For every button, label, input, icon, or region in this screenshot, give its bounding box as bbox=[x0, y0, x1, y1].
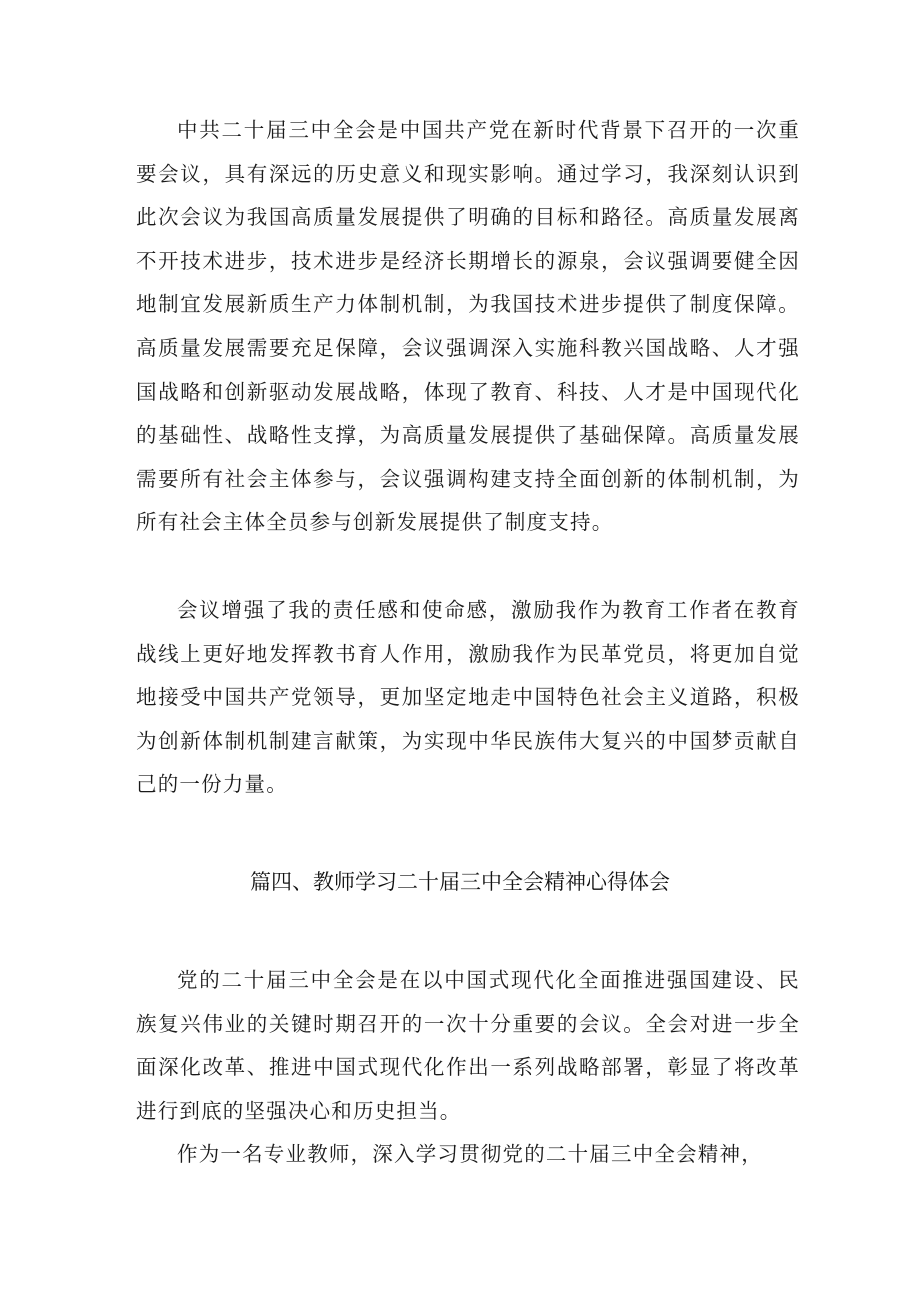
body-paragraph: 中共二十届三中全会是中国共产党在新时代背景下召开的一次重要会议，具有深远的历史意义和现实影响。通过学习，我深刻认识到此次会议为我国高质量发展提供了明确的目标和路径。高质量发展离不开技术进步，技术进步是经济长期增长的源泉，会议强调要健全因地制宜发展新质生产力体制机制，为我国技术进步提供了制度保障。高质量发展需要充足保障，会议强调深入实施科教兴国战略、人才强国战略和创新驱动发展战略，体现了教育、科技、人才是中国现代化的基础性、战略性支撑，为高质量发展提供了基础保障。高质量发展需要所有社会主体参与，会议强调构建支持全面创新的体制机制，为所有社会主体全员参与创新发展提供了制度支持。 bbox=[136, 118, 800, 535]
body-paragraph: 作为一名专业教师，深入学习贯彻党的二十届三中全会精神， bbox=[177, 1142, 763, 1166]
body-paragraph: 会议增强了我的责任感和使命感，激励我作为教育工作者在教育战线上更好地发挥教书育人作用，激励我作为民革党员，将更加自觉地接受中国共产党领导，更加坚定地走中国特色社会主义道路，积极为创新体制机制建言献策，为实现中华民族伟大复兴的中国梦贡献自己的一份力量。 bbox=[136, 598, 800, 797]
section-heading: 篇四、教师学习二十届三中全会精神心得体会 bbox=[250, 870, 670, 894]
body-paragraph: 党的二十届三中全会是在以中国式现代化全面推进强国建设、民族复兴伟业的关键时期召开的一次十分重要的会议。全会对进一步全面深化改革、推进中国式现代化作出一系列战略部署，彰显了将改革进行到底的坚强决心和历史担当。 bbox=[136, 968, 800, 1123]
